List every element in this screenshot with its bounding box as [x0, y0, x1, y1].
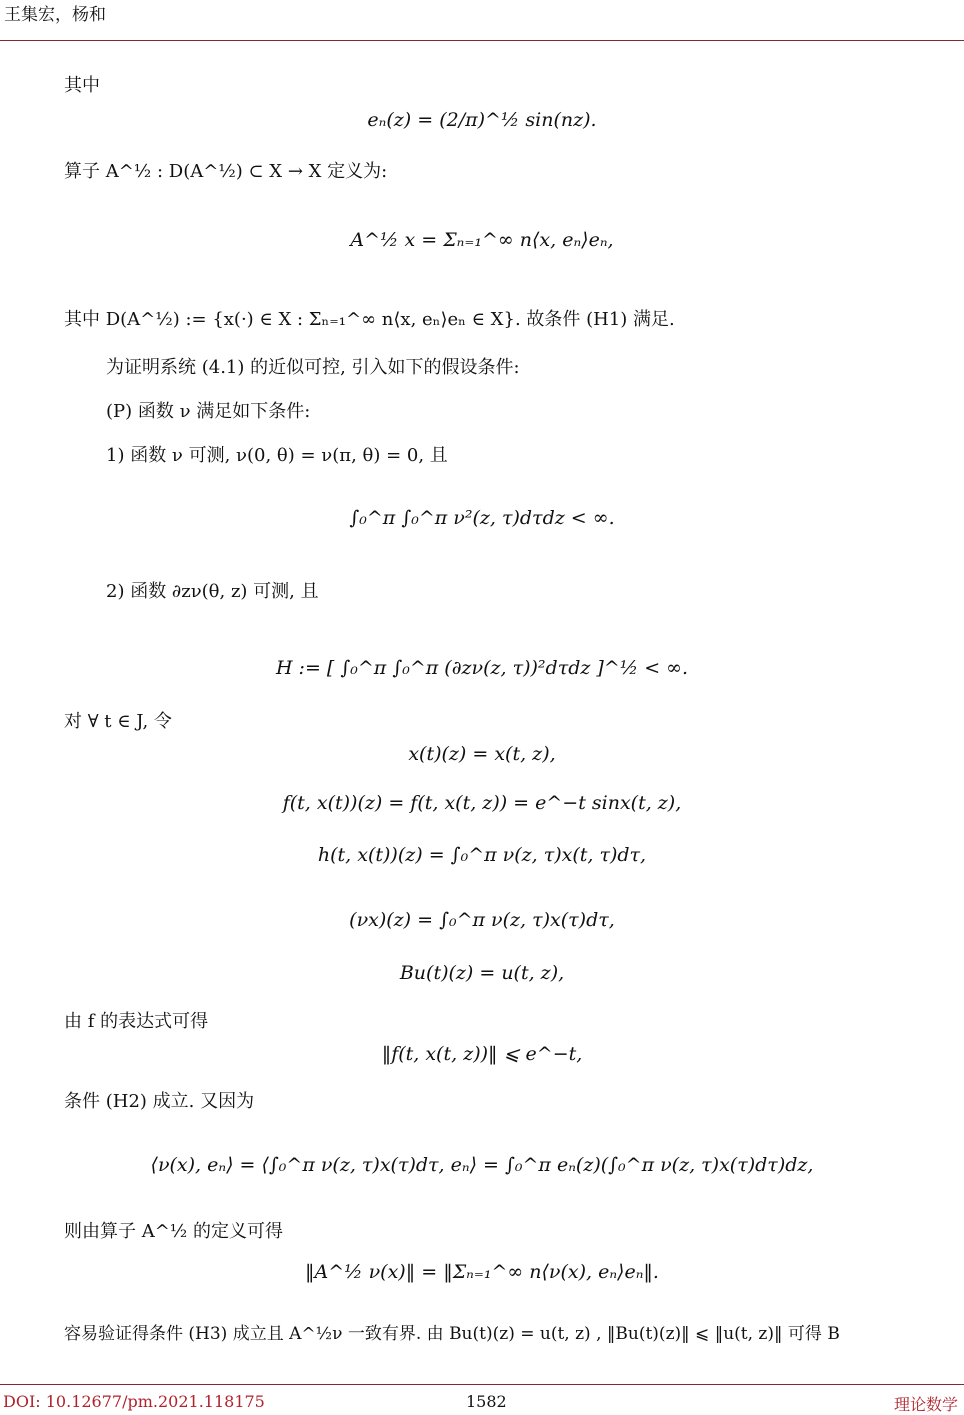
text-line: 其中 D(A^½) := {x(·) ∈ X : Σₙ₌₁^∞ n⟨x, eₙ⟩eₙ ∈ X}. 故条件 (H1) 满足.	[64, 309, 675, 330]
text-line: 由 f 的表达式可得	[64, 1011, 209, 1032]
text-line: 2) 函数 ∂zν(θ, z) 可测, 且	[106, 581, 319, 602]
text-line: 容易验证得条件 (H3) 成立且 A^½ν 一致有界. 由 Bu(t)(z) = u(t, z) , ‖Bu(t)(z)‖ ⩽ ‖u(t, z)‖ 可得 B	[64, 1324, 840, 1344]
text-line: 则由算子 A^½ 的定义可得	[64, 1221, 283, 1242]
equation: (νx)(z) = ∫₀^π ν(z, τ)x(τ)dτ,	[349, 909, 615, 931]
equation: f(t, x(t))(z) = f(t, x(t, z)) = e^−t sinx(t, z),	[282, 792, 682, 814]
equation: eₙ(z) = (2/π)^½ sin(nz).	[367, 109, 597, 131]
footer-rule	[0, 1384, 964, 1385]
equation: h(t, x(t))(z) = ∫₀^π ν(z, τ)x(t, τ)dτ,	[317, 844, 647, 866]
text-line: 条件 (H2) 成立. 又因为	[64, 1091, 255, 1112]
text-line: 为证明系统 (4.1) 的近似可控, 引入如下的假设条件:	[106, 357, 520, 378]
text-line: 其中	[64, 75, 100, 96]
page-number: 1582	[466, 1392, 507, 1411]
equation: Bu(t)(z) = u(t, z),	[399, 962, 565, 984]
journal-name: 理论数学	[893, 1395, 958, 1414]
equation: ‖f(t, x(t, z))‖ ⩽ e^−t,	[381, 1043, 583, 1065]
text-line: 1) 函数 ν 可测, ν(0, θ) = ν(π, θ) = 0, 且	[106, 445, 448, 466]
text-line: 对 ∀ t ∈ J, 令	[64, 711, 172, 732]
equation: ∫₀^π ∫₀^π ν²(z, τ)dτdz < ∞.	[349, 507, 615, 529]
equation: ⟨ν(x), eₙ⟩ = ⟨∫₀^π ν(z, τ)x(τ)dτ, eₙ⟩ = ∫₀^π eₙ(z)(∫₀^π ν(z, τ)x(τ)dτ)dz,	[150, 1154, 814, 1176]
equation: ‖A^½ ν(x)‖ = ‖Σₙ₌₁^∞ n⟨ν(x), eₙ⟩eₙ‖.	[305, 1261, 659, 1283]
header-rule	[0, 40, 964, 41]
doi-link[interactable]: DOI: 10.12677/pm.2021.118175	[3, 1392, 265, 1411]
text-line: 算子 A^½ : D(A^½) ⊂ X → X 定义为:	[64, 161, 388, 182]
text-line: (P) 函数 ν 满足如下条件:	[106, 401, 311, 422]
equation: A^½ x = Σₙ₌₁^∞ n⟨x, eₙ⟩eₙ,	[350, 229, 614, 251]
running-header-authors: 王集宏，杨和	[4, 5, 106, 25]
equation: H := [ ∫₀^π ∫₀^π (∂zν(z, τ))²dτdz ]^½ < ∞.	[275, 657, 689, 679]
equation: x(t)(z) = x(t, z),	[408, 743, 556, 765]
